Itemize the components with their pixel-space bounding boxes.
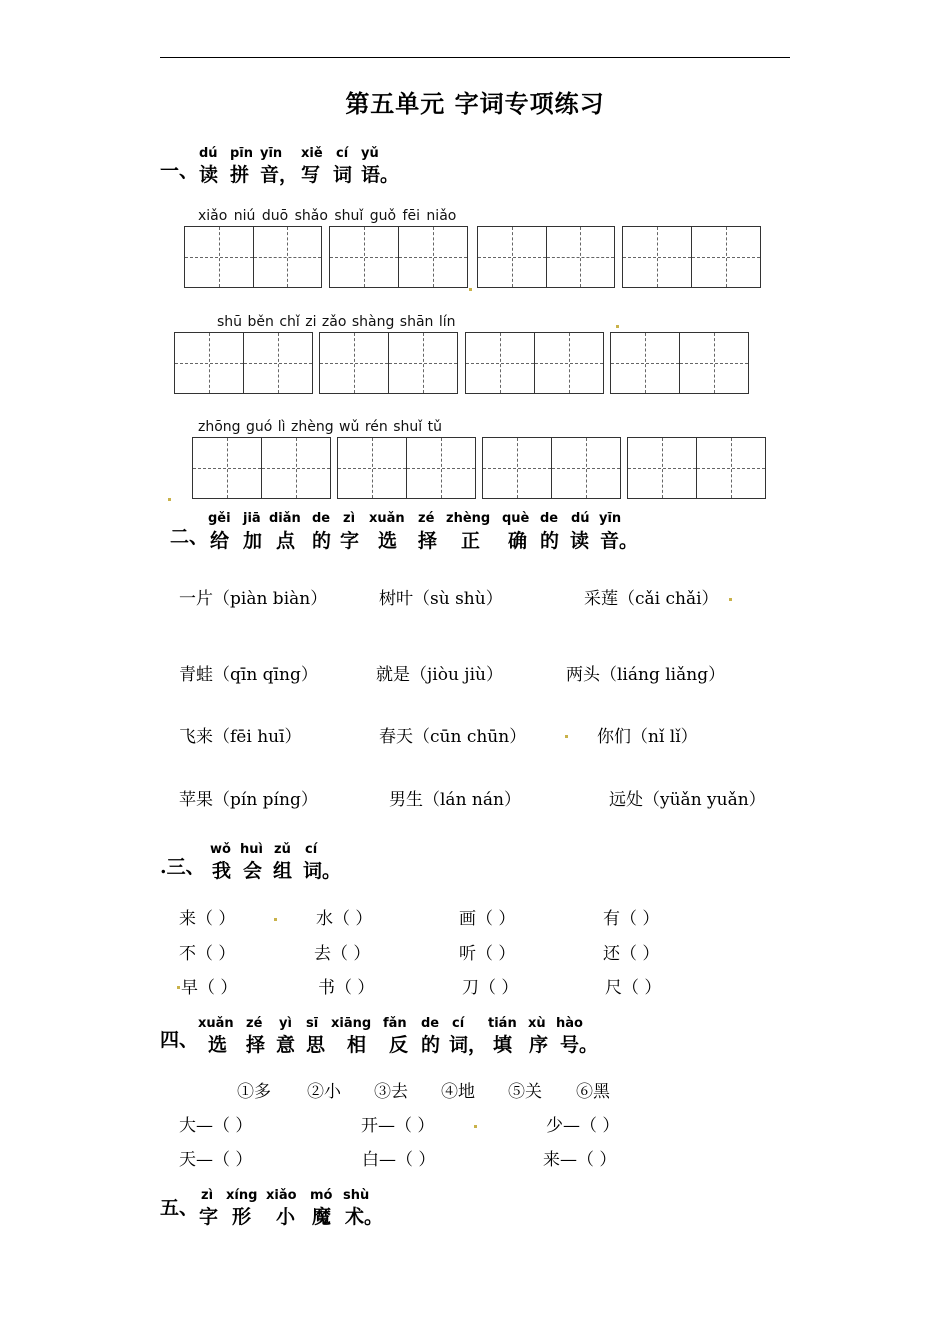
section-3-pinyin: cí — [305, 842, 318, 857]
section-4-char: 思 — [306, 1034, 326, 1056]
section-5-number: 五、 — [160, 1197, 199, 1219]
section-4-char: 选 — [208, 1034, 228, 1056]
section-2-pinyin: què — [502, 511, 530, 526]
writing-grid[interactable] — [465, 332, 604, 394]
section-4-char: 反 — [389, 1034, 409, 1056]
antonym-option: ⑤关 — [508, 1082, 542, 1102]
section-4-char: 意 — [276, 1034, 296, 1056]
section-5-pinyin: zì — [201, 1188, 214, 1203]
scan-speck — [469, 288, 472, 291]
antonym-option: ⑥黑 — [576, 1082, 610, 1102]
reading-choice-item: 两头（liáng liǎng） — [566, 665, 726, 685]
section-1-pinyin: pīn — [230, 146, 254, 161]
writing-grid[interactable] — [192, 437, 331, 499]
section-4-pinyin: sī — [306, 1016, 319, 1031]
section-4-pinyin: xù — [528, 1016, 546, 1031]
reading-choice-item: 春天（cūn chūn） — [379, 727, 527, 747]
section-2-pinyin: diǎn — [269, 511, 301, 526]
section-2-pinyin: gěi — [208, 511, 231, 526]
section-4-number: 四、 — [160, 1029, 199, 1051]
section-3-char: 词。 — [303, 860, 342, 882]
writing-grid[interactable] — [337, 437, 476, 499]
section-2-char: 的 — [540, 530, 560, 552]
section-1-char: 拼 — [230, 164, 250, 186]
section-1-char: 语。 — [361, 164, 400, 186]
pinyin-row-2: shū běn chǐ zi zǎo shàng shān lín — [217, 314, 456, 330]
section-2-pinyin: de — [312, 511, 331, 526]
section-5-pinyin: shù — [343, 1188, 370, 1203]
section-3-char: 会 — [243, 860, 263, 882]
section-1-pinyin: yīn — [260, 146, 283, 161]
word-group-item[interactable]: 来（ ） — [179, 909, 236, 929]
pinyin-row-1: xiǎo niú duō shǎo shuǐ guǒ fēi niǎo — [198, 208, 457, 224]
section-1-char: 词 — [333, 164, 353, 186]
section-2-char: 字 — [340, 530, 360, 552]
word-group-item[interactable]: 还（ ） — [603, 944, 660, 964]
section-2-char: 确 — [508, 530, 528, 552]
writing-grid[interactable] — [627, 437, 766, 499]
section-1-char: 读 — [199, 164, 219, 186]
reading-choice-item: 苹果（pín píng） — [179, 790, 318, 810]
scan-speck — [274, 918, 277, 921]
reading-choice-item: 树叶（sù shù） — [379, 589, 503, 609]
section-4-char: 号。 — [560, 1034, 599, 1056]
section-4-char: 的 — [421, 1034, 441, 1056]
section-3-number: .三、 — [160, 856, 205, 878]
section-2-char: 音。 — [600, 530, 639, 552]
writing-grid[interactable] — [477, 226, 615, 288]
word-group-item[interactable]: 早（ ） — [181, 978, 238, 998]
section-1-pinyin: dú — [199, 146, 218, 161]
section-2-pinyin: yīn — [599, 511, 622, 526]
section-4-char: 序 — [529, 1034, 549, 1056]
section-1-pinyin: cí — [336, 146, 349, 161]
section-2-pinyin: zé — [418, 511, 435, 526]
section-2-char: 择 — [418, 530, 438, 552]
section-2-pinyin: xuǎn — [369, 511, 405, 526]
page-title: 第五单元 字词专项练习 — [345, 89, 605, 118]
section-4-pinyin: de — [421, 1016, 440, 1031]
section-2-number: 二、 — [170, 526, 209, 548]
writing-grid[interactable] — [319, 332, 458, 394]
scan-speck — [177, 986, 180, 989]
word-group-item[interactable]: 听（ ） — [459, 944, 516, 964]
writing-grid[interactable] — [174, 332, 313, 394]
section-2-char: 给 — [210, 530, 230, 552]
scan-speck — [565, 735, 568, 738]
antonym-fill-item[interactable]: 天—（ ） — [179, 1150, 253, 1170]
section-4-pinyin: zé — [246, 1016, 263, 1031]
section-3-pinyin: wǒ — [210, 842, 231, 857]
top-rule — [160, 57, 790, 58]
section-5-char: 字 — [199, 1206, 219, 1228]
reading-choice-item: 采莲（cǎi chǎi） — [584, 589, 719, 609]
antonym-fill-item[interactable]: 来—（ ） — [543, 1150, 617, 1170]
section-2-char: 正 — [461, 530, 481, 552]
section-4-char: 择 — [246, 1034, 266, 1056]
word-group-item[interactable]: 刀（ ） — [462, 978, 519, 998]
antonym-fill-item[interactable]: 开—（ ） — [361, 1116, 435, 1136]
section-4-pinyin: yì — [279, 1016, 292, 1031]
writing-grid[interactable] — [482, 437, 621, 499]
writing-grid[interactable] — [329, 226, 468, 288]
scan-speck — [168, 498, 171, 501]
writing-grid[interactable] — [610, 332, 749, 394]
reading-choice-item: 你们（nǐ lǐ） — [597, 727, 698, 747]
section-5-char: 术。 — [345, 1206, 384, 1228]
reading-choice-item: 一片（piàn biàn） — [179, 589, 328, 609]
section-5-char: 形 — [232, 1206, 252, 1228]
section-4-pinyin: xiāng — [331, 1016, 372, 1031]
section-4-char: 词， — [449, 1034, 488, 1056]
section-2-pinyin: zhèng — [446, 511, 491, 526]
word-group-item[interactable]: 去（ ） — [314, 944, 371, 964]
section-2-char: 选 — [378, 530, 398, 552]
writing-grid[interactable] — [184, 226, 322, 288]
scan-speck — [729, 598, 732, 601]
section-2-char: 点 — [276, 530, 296, 552]
word-group-item[interactable]: 画（ ） — [459, 909, 516, 929]
scan-speck — [474, 1125, 477, 1128]
section-4-pinyin: xuǎn — [198, 1016, 234, 1031]
word-group-item[interactable]: 有（ ） — [603, 909, 660, 929]
section-5-pinyin: mó — [310, 1188, 333, 1203]
section-4-pinyin: cí — [452, 1016, 465, 1031]
antonym-option: ①多 — [237, 1082, 271, 1102]
pinyin-row-3: zhōng guó lì zhèng wǔ rén shuǐ tǔ — [198, 419, 442, 435]
section-2-char: 加 — [243, 530, 263, 552]
section-3-char: 我 — [212, 860, 232, 882]
word-group-item[interactable]: 尺（ ） — [605, 978, 662, 998]
section-4-pinyin: fǎn — [383, 1016, 407, 1031]
section-5-char: 小 — [276, 1206, 296, 1228]
antonym-option: ③去 — [374, 1082, 408, 1102]
reading-choice-item: 远处（yüǎn yuǎn） — [609, 790, 766, 810]
antonym-option: ④地 — [441, 1082, 475, 1102]
section-1-char: 音， — [260, 164, 299, 186]
section-3-pinyin: zǔ — [274, 842, 291, 857]
word-group-item[interactable]: 水（ ） — [316, 909, 373, 929]
section-1-number: 一、 — [160, 160, 199, 182]
word-group-item[interactable]: 书（ ） — [318, 978, 375, 998]
reading-choice-item: 飞来（fēi huī） — [179, 727, 302, 747]
section-2-pinyin: dú — [571, 511, 590, 526]
scan-speck — [616, 325, 619, 328]
section-2-char: 读 — [570, 530, 590, 552]
section-1-pinyin: xiě — [301, 146, 323, 161]
section-2-pinyin: jiā — [243, 511, 261, 526]
section-2-pinyin: de — [540, 511, 559, 526]
antonym-fill-item[interactable]: 少—（ ） — [546, 1116, 620, 1136]
section-3-pinyin: huì — [240, 842, 263, 857]
section-5-pinyin: xiǎo — [266, 1188, 297, 1203]
section-4-pinyin: tián — [488, 1016, 517, 1031]
antonym-fill-item[interactable]: 大—（ ） — [179, 1116, 253, 1136]
section-4-char: 相 — [347, 1034, 367, 1056]
section-4-char: 填 — [493, 1034, 513, 1056]
reading-choice-item: 男生（lán nán） — [389, 790, 521, 810]
section-1-pinyin: yǔ — [361, 146, 379, 161]
reading-choice-item: 青蛙（qīn qīng） — [179, 665, 318, 685]
section-3-char: 组 — [273, 860, 293, 882]
antonym-fill-item[interactable]: 白—（ ） — [362, 1150, 436, 1170]
section-5-char: 魔 — [312, 1206, 332, 1228]
section-5-pinyin: xíng — [226, 1188, 258, 1203]
section-1-char: 写 — [301, 164, 321, 186]
section-4-pinyin: hào — [556, 1016, 583, 1031]
writing-grid[interactable] — [622, 226, 761, 288]
antonym-option: ②小 — [307, 1082, 341, 1102]
reading-choice-item: 就是（jiòu jiù） — [376, 665, 503, 685]
section-2-pinyin: zì — [343, 511, 356, 526]
word-group-item[interactable]: 不（ ） — [179, 944, 236, 964]
section-2-char: 的 — [312, 530, 332, 552]
